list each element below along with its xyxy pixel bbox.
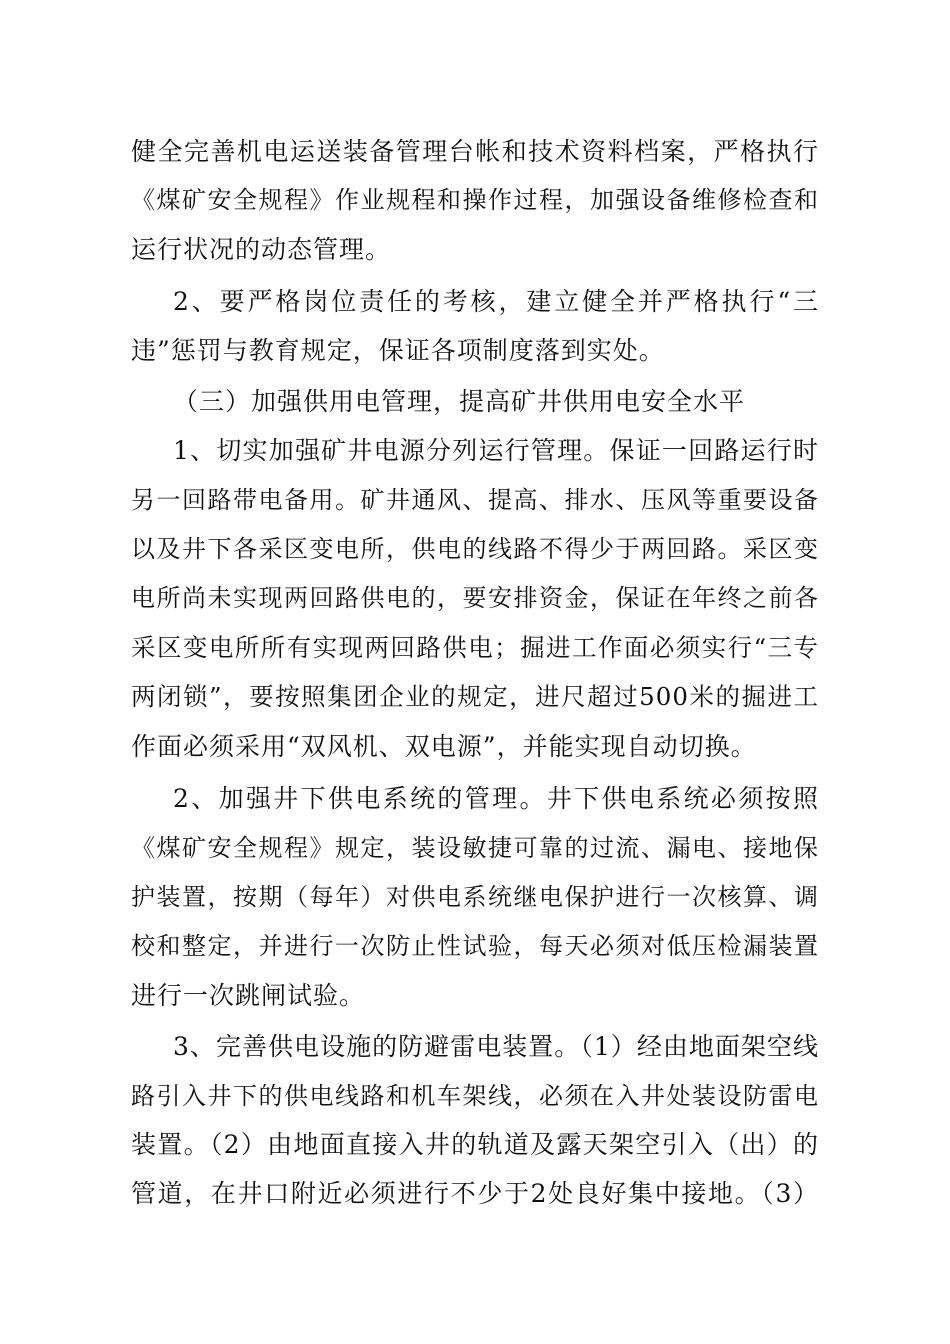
text-line — [0, 276, 950, 328]
text-line-content: 路引入井下的供电线路和机车架线，必须在入井处装设防雷电 — [131, 1082, 819, 1110]
text-line-content: 装置。（2）由地面直接入井的轨道及露天架空引入（出）的 — [131, 1130, 819, 1159]
text-line-content: 校和整定，并进行一次防止性试验，每天必须对低压检漏装置 — [131, 932, 819, 960]
text-line — [0, 174, 950, 226]
text-line-content: 1、切实加强矿井电源分列运行管理。保证一回路运行时 — [173, 436, 819, 465]
text-line — [0, 325, 950, 377]
text-line — [0, 871, 950, 923]
text-line — [0, 773, 950, 825]
text-line — [0, 671, 950, 723]
text-line-content: 管道，在井口附近必须进行不少于2处良好集中接地。（3） — [131, 1179, 819, 1208]
text-line-content: 3、完善供电设施的防避雷电装置。（1）经由地面架空线 — [173, 1032, 819, 1061]
text-line-content: 运行状况的动态管理。 — [131, 235, 392, 264]
text-line — [0, 474, 950, 526]
text-line — [0, 1021, 950, 1073]
text-line-content: 两闭锁”，要按照集团企业的规定，进尺超过500米的掘进工 — [131, 682, 819, 711]
text-line-content: 以及井下各采区变电所，供电的线路不得少于两回路。采区变 — [131, 535, 819, 563]
text-line-content: 违”惩罚与教育规定，保证各项制度落到实处。 — [131, 336, 665, 365]
text-line — [0, 523, 950, 575]
text-line-content: 2、要严格岗位责任的考核，建立健全并严格执行“三 — [173, 287, 819, 316]
text-line — [0, 425, 950, 477]
text-line — [0, 224, 950, 276]
text-line-content: 健全完善机电运送装备管理台帐和技术资料档案，严格执行 — [131, 137, 819, 166]
text-line-content: 护装置，按期（每年）对供电系统继电保护进行一次核算、调 — [131, 883, 819, 911]
section-heading — [0, 376, 950, 428]
text-line-content: 2、加强井下供电系统的管理。井下供电系统必须按照 — [173, 784, 819, 813]
text-line — [0, 1168, 950, 1220]
text-line — [0, 970, 950, 1022]
text-line — [0, 721, 950, 773]
text-line — [0, 622, 950, 674]
text-line — [0, 1119, 950, 1171]
text-line-content: 电所尚未实现两回路供电的，要安排资金，保证在年终之前各 — [131, 584, 819, 612]
text-line-content: 采区变电所所有实现两回路供电；掘进工作面必须实行“三专 — [131, 633, 819, 662]
text-line-content: 作面必须采用“双风机、双电源”，并能实现自动切换。 — [131, 732, 757, 761]
text-line-content: 《煤矿安全规程》规定，装设敏捷可靠的过流、漏电、接地保 — [131, 834, 819, 862]
text-line-content: 另一回路带电备用。矿井通风、提高、排水、压风等重要设备 — [131, 486, 819, 514]
text-line-content: 《煤矿安全规程》作业规程和操作过程，加强设备维修检查和 — [131, 186, 819, 214]
text-line — [0, 822, 950, 874]
text-line — [0, 126, 950, 178]
text-line — [0, 1070, 950, 1122]
section-heading-text: （三）加强供用电管理，提高矿井供用电安全水平 — [173, 387, 746, 416]
text-line — [0, 920, 950, 972]
text-line-content: 进行一次跳闸试验。 — [131, 981, 366, 1010]
text-line — [0, 572, 950, 624]
